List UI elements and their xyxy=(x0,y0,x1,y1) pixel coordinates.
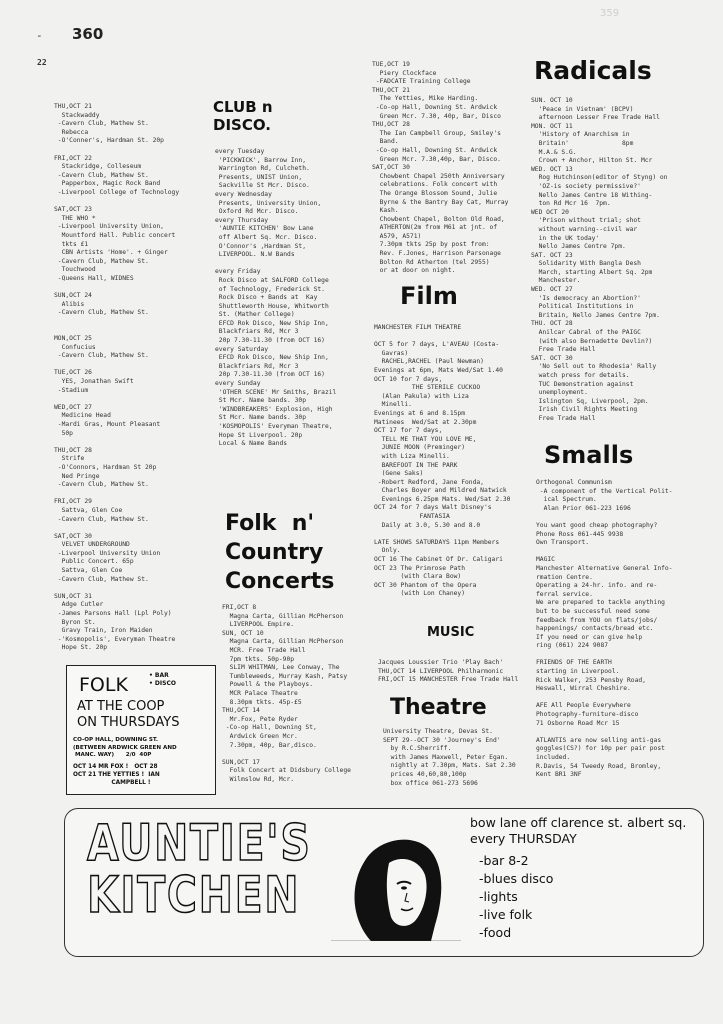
aunties-kitchen-location: bow lane off clarence st. albert sq. xyxy=(470,815,687,830)
woman-portrait-illustration xyxy=(331,829,461,941)
theatre-listings: University Theatre, Devas St. SEPT 29--OCT 30 'Journey's End' by R.C.Sherriff. with James Maxwell, Peter Egan. nightly at 7.30pm, Mats. Sat 2.30 prices 40,60,80,100p box office 061-273 5696 xyxy=(383,728,516,787)
radicals-heading: Radicals xyxy=(534,56,652,85)
show-through-page-number: 359 xyxy=(600,8,620,19)
folk-coop-disco-tag: • DISCO xyxy=(149,680,176,687)
smalls-heading: Smalls xyxy=(544,441,634,469)
folk-heading: Folk n' Country Concerts xyxy=(225,511,335,594)
club-heading-line1: CLUB n xyxy=(213,98,273,116)
music-heading: MUSIC xyxy=(427,625,475,640)
theatre-heading: Theatre xyxy=(390,695,487,720)
feature-bar: -bar 8-2 xyxy=(479,853,529,868)
folk-listings: FRI,OCT 8 Magna Carta, Gillian McPherson LIVERPOOL Empire. SUN, OCT 10 Magna Carta, Gillian McPherson MCR. Free Trade Hall 7pm tkts. 50p-90p SLIM WHITMAN, Lee Conway, The Tumbleweeds, Murray Kash, Patsy Powell & the Playboys. MCR Palace Theatre 8.30pm tkts. 45p-£5 THU,OCT 14 Mr.Fox, Pete Ryder -Co-op Hall, Downing St, Ardwick Green Mcr. 7.30pm, 40p, Bar,disco. SUN,OCT 17 Folk Concert at Didsbury College Wilmslow Rd, Mcr. xyxy=(222,604,351,783)
film-heading: Film xyxy=(400,282,458,310)
folk-coop-line1: FOLK xyxy=(79,674,128,696)
club-weekly-listings: every Tuesday 'PICKWICK', Barrow Inn, Warrington Rd, Culcheth. Presents, UNIST Union, Sackville St Mcr. Disco. every Wednesday Presents, University Union, Oxford Rd Mcr. Disco. every Thursday 'AUNTIE KITCHEN' Bow Lane off Albert Sq. Mcr. Disco. O'Connor's ,Hardman St, LIVERPOOL. N.W Bands every Friday Rock Disco at SALFORD College of Technology, Frederick St. Rock Disco + Bands at Kay Shuttleworth House, Whitworth St. (Mather College) EFCD Rok Disco, New Ship Inn, Blackfriars Rd, Mcr 3 20p 7.30-11.30 (from OCT 16) every Saturday EFCD Rok Disco, New Ship Inn, Blackfriars Rd, Mcr 3 20p 7.30-11.30 (from OCT 16) every Sunday 'OTHER SCENE' Mr Smiths, Brazil St Mcr. Name bands. 30p 'WINDBREAKERS' Explosion, High St Mcr. Name bands. 30p 'KOSMOPOLIS' Everyman Theatre, Hope St Liverpool. 20p Local & Name Bands xyxy=(215,148,337,448)
club-heading-line2: DISCO. xyxy=(213,116,271,134)
feature-live-folk: -live folk xyxy=(479,907,533,922)
folk-coop-dates: OCT 14 MR FOX ! OCT 28 OCT 21 THE YETTIES ! IAN CAMPBELL ! xyxy=(73,764,160,786)
folk-coop-line2: AT THE COOP xyxy=(77,699,165,714)
logo-line2: KITCHEN xyxy=(87,866,301,924)
feature-blues-disco: -blues disco xyxy=(479,871,554,886)
folk-coop-ad xyxy=(66,665,216,795)
folk-coop-address: CO-OP HALL, DOWNING ST. (BETWEEN ARDWICK GREEN AND MANC. WAY) 2/0 40P xyxy=(73,737,177,758)
music-listings: Jacques Loussier Trio 'Play Bach' THU,OCT 14 LIVERPOOL Philharmonic FRI,OCT 15 MANCHESTER Free Trade Hall xyxy=(378,659,519,684)
page-number: 360 xyxy=(72,25,104,43)
page-marker: 22 xyxy=(37,58,47,67)
smalls-listings: Orthogonal Communism -A component of the Vertical Polit- ical Spectrum. Alan Prior 061-223 1696 You want good cheap photography? Phone Ross 061-445 9938 Own Transport. MAGIC Manchester Alternative General Info- rmation Centre. Operating a 24-hr. info. and re- ferral service. We are prepared to tackle anything but to be successful need some feedback from YOU on flats/jobs/ happenings/ contacts/bread etc. If you need or can give help ring (061) 224 9087 FRIENDS OF THE EARTH starting in Liverpool. Rick Walker, 253 Pensby Road, Heswall, Wirral Cheshire. AFE All People Everywhere Photography-furniture-disco 71 Osborne Road Mcr 15 ATLANTIS are now selling anti-gas goggles(CS?) for 10p per pair post included. R.Davis, 54 Tweedy Road, Bromley, Kent BR1 3NF xyxy=(536,479,673,779)
logo-line1: AUNTIE'S xyxy=(87,814,312,872)
aunties-kitchen-logo xyxy=(87,814,312,924)
aunties-kitchen-when: every THURSDAY xyxy=(470,831,577,846)
folk-coop-line3: ON THURSDAYS xyxy=(77,715,180,730)
folk-continued-listings: TUE,OCT 19 Piery Clockface -FADCATE Training College THU,OCT 21 The Yetties, Mike Harding. -Co-op Hall, Downing St. Ardwick Green Mcr. 7.30, 40p, Bar, Disco THU,OCT 28 The Ian Campbell Group, Smiley's Band. -Co-op Hall, Downing St. Ardwick Green Mcr. 7.30,40p, Bar, Disco. SAT,OCT 30 Chowbent Chapel 250th Anniversary celebrations. Folk concert with The Orange Blossom Sound, Julie Byrne & the Bantry Bay Cat, Murray Kash. Chowbent Chapel, Bolton Old Road, ATHERTON(2m from M61 at jnt. of A579, A571) 7.30pm tkts 25p by post from: Rev. F.Jones, Harrison Parsonage Bolton Rd Atherton (tel 2955) or at door on night. xyxy=(372,61,509,275)
film-listings: MANCHESTER FILM THEATRE OCT 5 for 7 days, L'AVEAU (Costa- Gavras) RACHEL,RACHEL (Paul Newman) Evenings at 6pm, Mats Wed/Sat 1.40 OCT 10 for 7 days, THE STERILE CUCKOO (Alan Pakula) with Liza Minelli. Evenings at 6 and 8.15pm Matinees Wed/Sat at 2.30pm OCT 17 for 7 days, TELL ME THAT YOU LOVE ME, JUNIE MOON (Preminger) with Liza Minelli. BAREFOOT IN THE PARK (Gene Saks) -Robert Redford, Jane Fonda, Charles Boyer and Mildred Natwick Evenings 6.25pm Mats. Wed/Sat 2.30 OCT 24 for 7 days Walt Disney's FANTASIA Daily at 3.0, 5.30 and 8.0 LATE SHOWS SATURDAYS 11pm Members Only. OCT 16 The Cabinet Of Dr. Caligari OCT 23 The Primrose Path (with Clara Bow) OCT 30 Phantom of the Opera (with Lon Chaney) xyxy=(374,324,511,598)
aunties-kitchen-ad xyxy=(64,808,704,957)
club-dated-listings: THU,OCT 21 Stackwaddy -Cavern Club, Mathew St. Rebecca -O'Conner's, Hardman St. 20p FRI,OCT 22 Stackridge, Colleseum -Cavern Club, Mathew St. Papperbox, Magic Rock Band -Liverpool College of Technology SAT,OCT 23 THE WHO * -Liverpool University Union, Mountford Hall. Public concert tkts £1 CBN Artists 'Home'. + Ginger -Cavern Club, Mathew St. Touchwood -Queens Hall, WIDNES SUN,OCT 24 Alibis -Cavern Club, Mathew St. MON,OCT 25 Confucius -Cavern Club, Mathew St. TUE,OCT 26 YES, Jonathan Swift -Stadium WED,OCT 27 Medicine Head -Mardi Gras, Mount Pleasant 50p THU,OCT 28 Strife -O'Connors, Hardman St 20p Ned Pringe -Cavern Club, Mathew St. FRI,OCT 29 Sattva, Glen Coe -Cavern Club, Mathew St. SAT,OCT 30 VELVET UNDERGROUND -Liverpool University Union Public Concert. 65p Sattva, Glen Coe -Cavern Club, Mathew St. SUN,OCT 31 Adge Cutler -James Parsons Hall (Lpl Poly) Byron St. Gravy Train, Iron Maiden -'Kosmopolis', Everyman Theatre Hope St. 20p xyxy=(54,103,180,652)
feature-food: -food xyxy=(479,925,512,940)
folk-coop-bar-tag: • BAR xyxy=(149,672,169,679)
margin-dash: - xyxy=(36,29,43,42)
feature-lights: -lights xyxy=(479,889,518,904)
radicals-listings: SUN. OCT 10 'Peace in Vietnam' (BCPV) afternoon Lesser Free Trade Hall MON. OCT 11 'History of Anarchism in Britain' 8pm M.A.& S.G. Crown + Anchor, Hilton St. Mcr WED. OCT 13 Rog Hutchinson(editor of Styng) on 'OZ-is society permissive?' Nello James Centre 18 Withing- ton Rd Mcr 16 7pm. WED OCT 20 'Prison without trial; shot without warning--civil war in the UK today' Nello James Centre 7pm. SAT. OCT 23 Solidarity With Bangla Desh March, starting Albert Sq. 2pm Manchester. WED. OCT 27 'Is democracy an Abortion?' Political Institutions in Britain, Nello James Centre 7pm. THU. OCT 28 Anilcar Cabral of the PAIGC (with also Bernadette Devlin?) Free Trade Hall SAT. OCT 30 'No Sell out to Rhodesia' Rally watch press for details. TUC Demonstration against unemployment. Islington Sq, Liverpool, 2pm. Irish Civil Rights Meeting Free Trade Hall xyxy=(531,97,668,422)
